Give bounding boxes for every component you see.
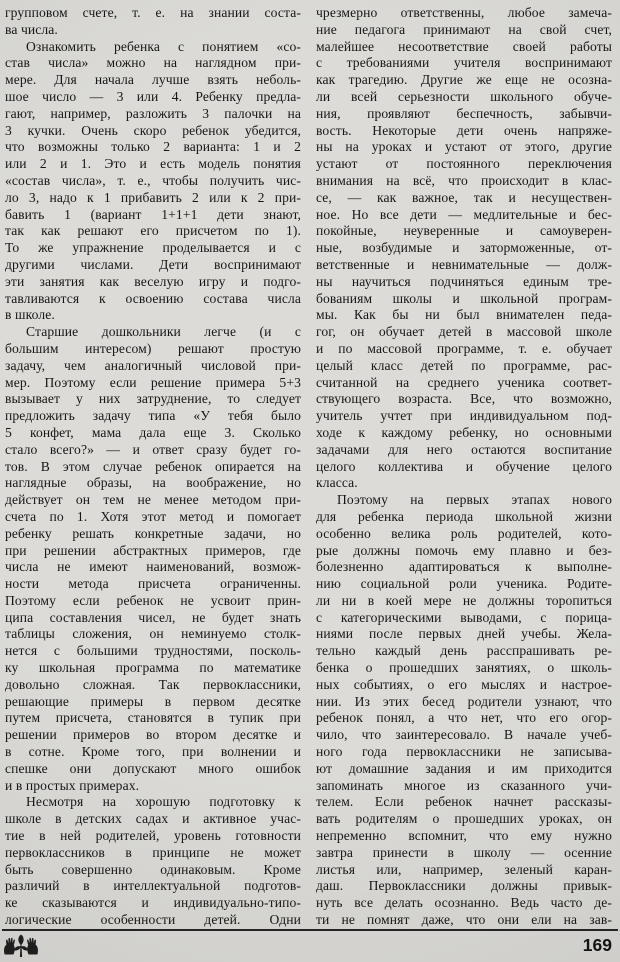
text-line: числа не имеют наименований, возмож-: [5, 559, 301, 575]
text-line: различий в интеллектуальной подготов-: [5, 878, 301, 894]
text-line: Поэтому если ребенок не усвоит прин-: [5, 592, 301, 608]
text-line: ют домашние задания и им приходится: [316, 760, 612, 776]
text-line: бованиям школы и школьной програм-: [316, 290, 612, 306]
text-line: листья или, например, зеленый каран-: [316, 861, 612, 877]
text-line: и в простых примерах.: [5, 777, 140, 793]
text-line: особенно велика роль родителей, кото-: [316, 525, 612, 541]
text-line: тельно каждый день расспрашивать ре-: [316, 643, 612, 659]
text-line: спешке они допускают много ошибок: [5, 760, 301, 776]
text-line: ниями после первых дней учебы. Жела-: [316, 626, 612, 642]
text-line: учитель учтет при индивидуальном под-: [316, 408, 612, 424]
paragraph: [316, 5, 612, 492]
text-line: То же упражнение проделывается и с: [5, 240, 301, 256]
text-line: гог, он обучает детей в массовой школе: [316, 324, 612, 340]
text-line: ных событиях, о его мыслях и настрое-: [316, 676, 612, 692]
text-line: групповом счете, т. е. на знании соста-: [5, 5, 301, 20]
text-line: 5 конфет, мама дала еще 3. Сколько: [5, 424, 301, 440]
text-line: Несмотря на хорошую подготовку к: [26, 794, 301, 810]
text-line: в сотне. Кроме того, при волнении и: [5, 744, 301, 760]
text-line: быть совершенно одинаковым. Кроме: [5, 861, 301, 877]
text-line: ветственные и невнимательные — долж-: [316, 256, 612, 272]
text-line: ребенок понял, а что нет, что его огор-: [316, 710, 612, 726]
text-line: гают, например, разложить 3 палочки на: [5, 105, 301, 121]
text-line: при решении абстрактных примеров, где: [5, 542, 301, 558]
text-line: наглядные образы, на воображение, но: [5, 475, 301, 491]
text-line: ципа составления чисел, не будет знать: [5, 609, 301, 625]
text-line: ке сказываются и индивидуально-типо-: [5, 895, 301, 911]
text-line: нии. Из этих бесед родители узнают, что: [316, 693, 612, 709]
text-line: решающие примеры в первом десятке: [5, 693, 301, 709]
text-line: чило, что заинтересовало. В начале учеб-: [316, 727, 612, 743]
paragraph: [5, 794, 301, 928]
paragraph: [316, 492, 612, 929]
left-column: [5, 5, 301, 929]
text-line: нуть все делать осознанно. Ведь часто де-: [316, 895, 612, 911]
text-line: мере. Для начала лучше взять неболь-: [5, 72, 301, 88]
text-line: ребенку решать конкретные задачи, но: [5, 525, 301, 541]
page-number: 169: [582, 935, 612, 955]
paragraph: [5, 5, 301, 39]
text-line: предложить задачу типа «У тебя было: [5, 408, 301, 424]
text-line: большим интересом) решают простую: [5, 340, 301, 356]
text-line: шое число — 3 или 4. Ребенку предла-: [5, 88, 301, 104]
text-line: так как решают его присчетом по 1).: [5, 223, 301, 239]
text-line: целый класс детей по программе, рас-: [316, 357, 612, 373]
text-line: мы. Как бы ни был внимателен педа-: [316, 307, 612, 323]
text-line: ние педагога принимают на свой счет,: [316, 21, 612, 37]
text-line: запоминать многое из сказанного учи-: [316, 777, 612, 793]
text-line: внимания на всё, что происходит в клас-: [316, 172, 612, 188]
text-line: с категорическими выводами, с порица-: [316, 609, 612, 625]
text-line: рые должны помочь ему плавно и без-: [316, 542, 612, 558]
text-line: первоклассников в принципе не может: [5, 844, 301, 860]
text-line: чрезмерно ответственны, любое замеча-: [316, 5, 612, 20]
text-line: ные, возбудимые и заторможенные, от-: [316, 240, 612, 256]
paragraph: [5, 324, 301, 794]
text-line: телем. Если ребенок начнет рассказы-: [316, 794, 612, 810]
text-line: путем присчета, становятся в тупик при: [5, 710, 301, 726]
text-line: устают от постоянного переключения: [316, 156, 612, 172]
text-line: эти занятия как веселую игру и подго-: [5, 273, 301, 289]
text-line: другими числами. Дети воспринимают: [5, 256, 301, 272]
text-line: ности метода присчета ограниченны.: [5, 576, 301, 592]
text-line: ти не помнят даже, что они ели на зав-: [316, 912, 612, 928]
text-line: ствующего возраста. Все, что возможно,: [316, 391, 612, 407]
text-line: класса.: [316, 475, 358, 491]
text-line: ны научиться подчиняться единым тре-: [316, 273, 612, 289]
text-line: ходе к каждому ребенку, но основными: [316, 424, 612, 440]
text-line: решении примеров во втором десятке и: [5, 727, 301, 743]
text-line: тов. В этом случае ребенок опирается на: [5, 458, 301, 474]
text-line: логические особенности детей. Одни: [5, 912, 301, 928]
text-line: ли ни в коей мере не должны торопиться: [316, 592, 612, 608]
text-line: се, — как важное, так и несуществен-: [316, 189, 612, 205]
text-line: завтра принести в школу — осенние: [316, 844, 612, 860]
text-line: бавить 1 (вариант 1+1+1 дети знают,: [5, 206, 301, 222]
text-line: Старшие дошкольники легче (и с: [26, 324, 301, 340]
text-line: 3 кучки. Очень скоро ребенок убедится,: [5, 122, 301, 138]
text-line: школе в детских садах и активное учас-: [5, 811, 301, 827]
text-line: таблицы сложения, он неминуемо столк-: [5, 626, 301, 642]
text-line: счета по 1. Хотя этот метод и помогает: [5, 508, 301, 524]
text-line: что возможны только 2 варианта: 1 и 2: [5, 139, 301, 155]
text-line: Поэтому на первых этапах нового: [337, 492, 612, 508]
text-line: довольно сложная. Так первоклассники,: [5, 676, 301, 692]
text-line: бенка о прошедших занятиях, о школь-: [316, 660, 612, 676]
text-line: малейшее несоответствие своей работы: [316, 38, 612, 54]
text-line: ва числа.: [5, 21, 58, 37]
hands-holding-flower-icon: [3, 932, 39, 958]
text-line: непременно вспомнит, что ему нужно: [316, 828, 612, 844]
text-line: Ознакомить ребенка с понятием «со-: [26, 38, 301, 54]
right-column: [316, 5, 612, 929]
text-columns: [5, 5, 613, 929]
text-line: вать родителям о прошедших уроках, он: [316, 811, 612, 827]
text-line: ли всей серьезности школьного обуче-: [316, 88, 612, 104]
text-line: мер. Поэтому если решение примера 5+3: [5, 374, 301, 390]
text-line: ного года первоклассники не записыва-: [316, 744, 612, 760]
text-line: с требованиями учителя воспринимают: [316, 55, 612, 71]
text-line: ку школьная программа по математике: [5, 660, 301, 676]
text-line: тие в ней родителей, уровень готовности: [5, 828, 301, 844]
text-line: ное. Но все дети — медлительные и бес-: [316, 206, 612, 222]
text-line: для ребенка периода школьной жизни: [316, 508, 612, 524]
text-line: тавливаются к освоению состава числа: [5, 290, 301, 306]
text-line: считанной на среднего ученика соответ-: [316, 374, 612, 390]
text-line: болезненно адаптироваться к выполне-: [316, 559, 612, 575]
paragraph: [5, 39, 301, 325]
text-line: или 2 и 1. Это и есть модель понятия: [5, 156, 301, 172]
page-footer: [0, 929, 620, 962]
text-line: нется с большими трудностями, посколь-: [5, 643, 301, 659]
text-line: стало всего?» — и ответ сразу будет го-: [5, 441, 301, 457]
text-line: ло 3, надо к 1 прибавить 2 или к 2 при-: [5, 189, 301, 205]
text-line: вость. Некоторые дети очень напряже-: [316, 122, 612, 138]
text-line: став числа» можно на наглядном при-: [5, 55, 301, 71]
text-line: задачами для него остаются воспитание: [316, 441, 612, 457]
text-line: ны на уроках и устают от этого, другие: [316, 139, 612, 155]
text-line: задачу, чем аналогичный числовой при-: [5, 357, 301, 373]
text-line: и по массовой программе, т. е. обучает: [316, 340, 612, 356]
text-line: «состав числа», т. е., чтобы получить чис-: [5, 172, 301, 188]
text-line: покойные, неуверенные и самоуверен-: [316, 223, 612, 239]
text-line: ния, проявляют беспечность, забывчи-: [316, 105, 612, 121]
text-line: как трагедию. Другие же еще не осозна-: [316, 72, 612, 88]
text-line: целого коллектива и обучение целого: [316, 458, 612, 474]
text-line: вызывает у них затруднение, то следует: [5, 391, 301, 407]
text-line: в школе.: [5, 307, 55, 323]
text-line: даш. Первоклассники должны привык-: [316, 878, 612, 894]
text-line: нию социальной роли ученика. Родите-: [316, 576, 612, 592]
text-line: действует он тем не менее методом при-: [5, 492, 301, 508]
